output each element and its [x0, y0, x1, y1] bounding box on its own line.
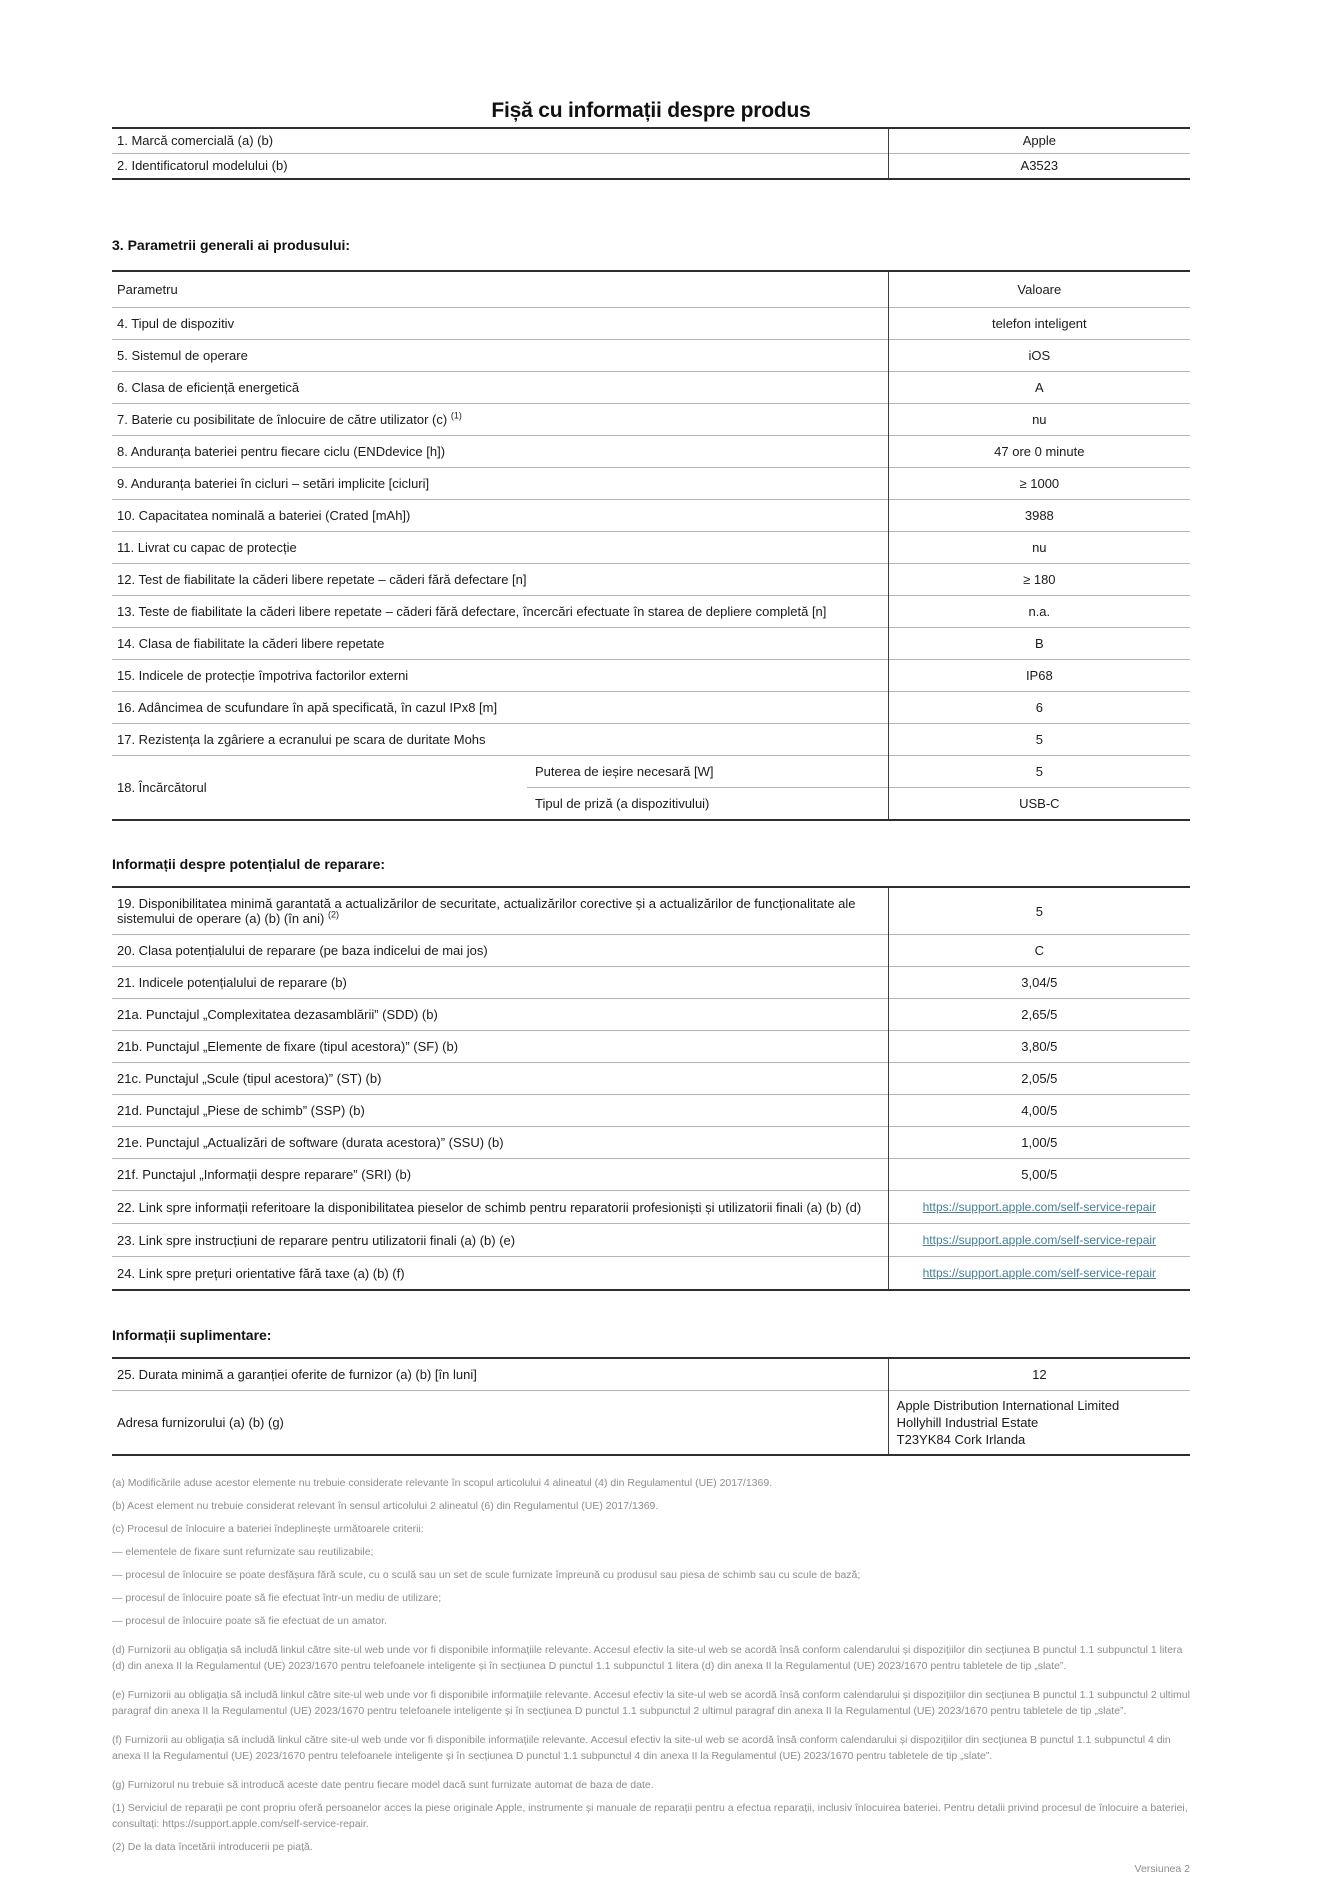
table-row-charger-power	[112, 756, 1190, 788]
row-value: nu	[888, 532, 1190, 564]
row-value: 12	[888, 1358, 1190, 1391]
row-label	[112, 887, 888, 935]
section-heading-repairability: Informații despre potențialul de reparare:	[112, 856, 386, 872]
section-heading-general-parameters: 3. Parametrii generali ai produsului:	[112, 237, 351, 253]
row-value: nu	[888, 404, 1190, 436]
row-label: 14. Clasa de fiabilitate la căderi libere repetate	[112, 628, 888, 660]
column-header-parametru: Parametru	[117, 282, 178, 297]
row-value: 2,65/5	[888, 999, 1190, 1031]
table-row	[112, 404, 1190, 436]
table-row	[112, 340, 1190, 372]
sheet-content	[112, 0, 1190, 1875]
row-label: 21b. Punctajul „Elemente de fixare (tipul acestora)” (SF) (b)	[112, 1031, 888, 1063]
footnote: — elementele de fixare sunt refurnizate sau reutilizabile;	[112, 1546, 374, 1558]
row-label: 8. Anduranța bateriei pentru fiecare ciclu (ENDdevice [h])	[112, 436, 888, 468]
footnote: — procesul de înlocuire se poate desfășura fără scule, cu o sculă sau un set de scule furnizate împreună cu produsul sau piesa de schimb sau cu scule de bază;	[112, 1569, 861, 1581]
repairability-table	[112, 886, 1190, 1291]
spare-parts-link[interactable]: https://support.apple.com/self-service-repair	[922, 1200, 1157, 1214]
row-label: 16. Adâncimea de scufundare în apă specificată, în cazul IPx8 [m]	[112, 692, 888, 724]
row-label: 25. Durata minimă a garanției oferite de furnizor (a) (b) [în luni]	[117, 1367, 477, 1382]
row-label: 6. Clasa de eficiență energetică	[112, 372, 888, 404]
row-value: IP68	[888, 660, 1190, 692]
general-parameters-table	[112, 270, 1190, 821]
row-value: C	[888, 935, 1190, 967]
row-value: n.a.	[888, 596, 1190, 628]
footnote: (d) Furnizorii au obligația să includă linkul către site-ul web unde vor fi disponibile informațiile relevante. Accesul efectiv la site-ul web se acordă însă conform calendarului și dispozițiilor din secțiunea B punctul 1.1 subpunctul 1 litera (d) din anexa II la Regulamentul (UE) 2023/1670 pentru telefoanele inteligente și în secțiunea D punctul 1.1 subpunctul 1 litera (d) din anexa II la Regulamentul (UE) 2023/1670 pentru tabletele de tip „slate”.	[112, 1644, 1183, 1672]
table-row-link-spare-parts	[112, 1191, 1190, 1224]
row-value	[888, 1224, 1190, 1257]
row-sublabel: Tipul de priză (a dispozitivului)	[527, 788, 888, 821]
footnote: (f) Furnizorii au obligația să includă linkul către site-ul web unde vor fi disponibile informațiile relevante. Accesul efectiv la site-ul web se acordă însă conform calendarului și dispozițiilor din secțiunea B punctul 1.1 subpunctul 4 din anexa II la Regulamentul (UE) 2023/1670 pentru telefoanele inteligente și în secțiunea D punctul 1.1 subpunctul 4 din anexa II la Regulamentul (UE) 2023/1670 pentru tabletele de tip „slate”.	[112, 1734, 1171, 1762]
table-row	[112, 967, 1190, 999]
table-row	[112, 999, 1190, 1031]
row-value	[888, 1257, 1190, 1291]
row-sublabel: Puterea de ieșire necesară [W]	[527, 756, 888, 788]
table-row	[112, 1063, 1190, 1095]
footnote: (g) Furnizorul nu trebuie să introducă aceste date pentru fiecare model dacă sunt furnizate automat de baza de date.	[112, 1779, 654, 1791]
table-row-link-repair-instructions	[112, 1224, 1190, 1257]
row-value: telefon inteligent	[888, 308, 1190, 340]
row-label: 20. Clasa potențialului de reparare (pe baza indicelui de mai jos)	[112, 935, 888, 967]
row-label: 24. Link spre prețuri orientative fără taxe (a) (b) (f)	[112, 1257, 888, 1291]
section-heading-additional-info: Informații suplimentare:	[112, 1327, 272, 1343]
row-value: A	[888, 372, 1190, 404]
row-value	[888, 1191, 1190, 1224]
table-row	[112, 564, 1190, 596]
row-label: 23. Link spre instrucțiuni de reparare pentru utilizatorii finali (a) (b) (e)	[112, 1224, 888, 1257]
table-row	[112, 887, 1190, 935]
row-label: 11. Livrat cu capac de protecție	[112, 532, 888, 564]
table-row	[112, 1095, 1190, 1127]
footnote: (c) Procesul de înlocuire a bateriei îndeplinește următoarele criterii:	[112, 1523, 424, 1535]
row-value: Apple	[888, 128, 1190, 154]
row-label: 21d. Punctajul „Piese de schimb” (SSP) (b)	[112, 1095, 888, 1127]
row-value: 4,00/5	[888, 1095, 1190, 1127]
footnote-ref-1: (1)	[450, 410, 462, 421]
row-label: 21a. Punctajul „Complexitatea dezasamblării” (SDD) (b)	[112, 999, 888, 1031]
row-label: 1. Marcă comercială (a) (b)	[117, 133, 274, 148]
indicative-prices-link[interactable]: https://support.apple.com/self-service-repair	[922, 1266, 1157, 1280]
row-label: 21e. Punctajul „Actualizări de software (durata acestora)” (SSU) (b)	[112, 1127, 888, 1159]
footnote: (e) Furnizorii au obligația să includă linkul către site-ul web unde vor fi disponibile informațiile relevante. Accesul efectiv la site-ul web se acordă însă conform calendarului și dispozițiilor din secțiunea B punctul 1.1 subpunctul 2 ultimul paragraf din anexa II la Regulamentul (UE) 2023/1670 pentru telefoanele inteligente și în secțiunea D punctul 1.1 subpunctul 2 ultimul paragraf din anexa II la Regulamentul (UE) 2023/1670 pentru tabletele de tip „slate”.	[112, 1689, 1190, 1717]
address-line: Apple Distribution International Limited	[896, 1398, 1120, 1413]
footnote-ref-2: (2)	[327, 909, 339, 920]
row-value: 3,04/5	[888, 967, 1190, 999]
footnote: — procesul de înlocuire poate să fie efectuat de un amator.	[112, 1615, 387, 1627]
row-value: ≥ 1000	[888, 468, 1190, 500]
table-row	[112, 692, 1190, 724]
row-label: 5. Sistemul de operare	[112, 340, 888, 372]
row-label: 15. Indicele de protecție împotriva factorilor externi	[112, 660, 888, 692]
table-row	[112, 1127, 1190, 1159]
row-value: 47 ore 0 minute	[888, 436, 1190, 468]
row-value: A3523	[888, 154, 1190, 180]
row-label: 9. Anduranța bateriei în cicluri – setări implicite [cicluri]	[112, 468, 888, 500]
table-row	[112, 308, 1190, 340]
brand-model-table	[112, 127, 1190, 180]
table-row	[112, 436, 1190, 468]
table-header-row	[112, 271, 1190, 308]
row-label: 17. Rezistența la zgâriere a ecranului pe scara de duritate Mohs	[112, 724, 888, 756]
table-row	[112, 128, 1190, 154]
row-label: 4. Tipul de dispozitiv	[112, 308, 888, 340]
row-label: Adresa furnizorului (a) (b) (g)	[112, 1391, 888, 1456]
row-label: 12. Test de fiabilitate la căderi libere repetate – căderi fără defectare [n]	[112, 564, 888, 596]
row-value: USB-C	[888, 788, 1190, 821]
row-value: 5,00/5	[888, 1159, 1190, 1191]
column-header-valoare: Valoare	[888, 271, 1190, 308]
row-value: 6	[888, 692, 1190, 724]
row-label	[112, 404, 888, 436]
row-value: iOS	[888, 340, 1190, 372]
table-row-warranty	[112, 1358, 1190, 1391]
row-value: 5	[888, 724, 1190, 756]
row-value: ≥ 180	[888, 564, 1190, 596]
repair-instructions-link[interactable]: https://support.apple.com/self-service-repair	[922, 1233, 1157, 1247]
footnote: (a) Modificările aduse acestor elemente nu trebuie considerate relevante în scopul articolului 4 alineatul (4) din Regulamentul (UE) 2017/1369.	[112, 1477, 773, 1489]
address-line: Hollyhill Industrial Estate	[896, 1415, 1039, 1430]
row-value: 5	[888, 756, 1190, 788]
supplier-address	[888, 1391, 1190, 1456]
row-label: 21c. Punctajul „Scule (tipul acestora)” (ST) (b)	[112, 1063, 888, 1095]
table-row	[112, 532, 1190, 564]
table-row	[112, 500, 1190, 532]
row-label: 21. Indicele potențialului de reparare (b)	[112, 967, 888, 999]
table-row	[112, 1031, 1190, 1063]
row-label-text: 7. Baterie cu posibilitate de înlocuire de către utilizator (c)	[117, 412, 451, 427]
table-row	[112, 628, 1190, 660]
address-line: T23YK84 Cork Irlanda	[896, 1432, 1026, 1447]
row-value: 3988	[888, 500, 1190, 532]
row-label-charger: 18. Încărcătorul	[112, 756, 527, 821]
footnote: (b) Acest element nu trebuie considerat relevant în sensul articolului 2 alineatul (6) din Regulamentul (UE) 2017/1369.	[112, 1500, 659, 1512]
table-row-supplier-address	[112, 1391, 1190, 1456]
footnote: (2) De la data încetării introducerii pe piață.	[112, 1841, 313, 1853]
row-label: 22. Link spre informații referitoare la disponibilitatea pieselor de schimb pentru reparatorii profesioniști și utilizatorii finali (a) (b) (d)	[112, 1191, 888, 1224]
footnotes-block	[112, 1475, 1190, 1855]
row-label: 21f. Punctajul „Informații despre reparare” (SRI) (b)	[112, 1159, 888, 1191]
additional-info-table	[112, 1357, 1190, 1456]
row-value: 5	[888, 887, 1190, 935]
table-row-link-indicative-prices	[112, 1257, 1190, 1291]
row-label-text: 19. Disponibilitatea minimă garantată a actualizărilor de securitate, actualizărilor corective și a actualizărilor de funcționalitate ale sistemului de operare (a) (b) (în ani)	[117, 896, 856, 926]
row-label: 10. Capacitatea nominală a bateriei (Crated [mAh])	[112, 500, 888, 532]
table-row	[112, 372, 1190, 404]
row-value: 1,00/5	[888, 1127, 1190, 1159]
row-value: 2,05/5	[888, 1063, 1190, 1095]
footnote: (1) Serviciul de reparații pe cont propriu oferă persoanelor acces la piese originale Apple, instrumente și manuale de reparații pentru a efectua reparații, inclusiv înlocuirea bateriei. Pentru detalii privind procesul de înlocuire a bateriei, consultați: https://support.apple.com/self-service-repair.	[112, 1802, 1188, 1830]
row-label: 13. Teste de fiabilitate la căderi libere repetate – căderi fără defectare, încercări efectuate în starea de depliere completă [n]	[112, 596, 888, 628]
footnote: — procesul de înlocuire poate să fie efectuat într-un mediu de utilizare;	[112, 1592, 442, 1604]
table-row	[112, 660, 1190, 692]
row-value: 3,80/5	[888, 1031, 1190, 1063]
table-row	[112, 1159, 1190, 1191]
page-title: Fișă cu informații despre produs	[491, 99, 811, 122]
table-row	[112, 724, 1190, 756]
table-row	[112, 935, 1190, 967]
table-row	[112, 596, 1190, 628]
table-row	[112, 468, 1190, 500]
row-label: 2. Identificatorul modelului (b)	[112, 154, 888, 180]
table-row	[112, 154, 1190, 180]
version-label: Versiunea 2	[1134, 1863, 1190, 1875]
row-value: B	[888, 628, 1190, 660]
